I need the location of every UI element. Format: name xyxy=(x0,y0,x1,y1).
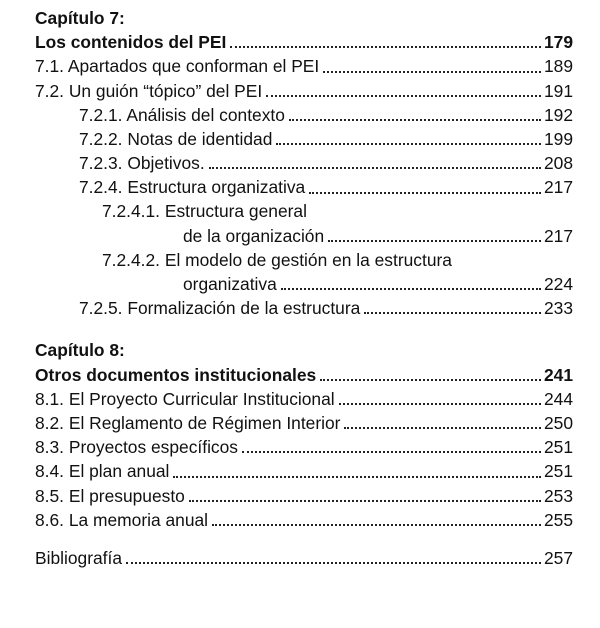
dot-leader xyxy=(339,403,541,405)
dot-leader xyxy=(230,46,541,48)
toc-entry-8-4[interactable] xyxy=(35,459,573,483)
toc-entry-7-2[interactable] xyxy=(35,79,573,103)
dot-leader xyxy=(309,192,541,194)
spacer xyxy=(35,532,573,546)
dot-leader xyxy=(328,240,541,242)
chapter-8-label: Capítulo 8: xyxy=(35,340,125,361)
entry-title: 8.5. El presupuesto xyxy=(35,485,185,506)
chapter-7-label: Capítulo 7: xyxy=(35,8,125,28)
dot-leader xyxy=(289,119,541,121)
toc-entry-bibliography[interactable] xyxy=(35,546,573,570)
spacer xyxy=(35,320,573,338)
page-number: 192 xyxy=(543,104,573,125)
page-number: 251 xyxy=(543,437,573,458)
toc-entry-7-2-5[interactable] xyxy=(35,296,573,320)
page-number: 233 xyxy=(543,298,573,319)
dot-leader xyxy=(126,562,541,564)
page-number: 253 xyxy=(543,485,573,506)
page-number: 217 xyxy=(543,177,573,198)
dot-leader xyxy=(276,143,541,145)
entry-title: 8.1. El Proyecto Curricular Institucional xyxy=(35,388,335,409)
entry-title: 8.6. La memoria anual xyxy=(35,509,209,530)
page-number: 251 xyxy=(543,461,573,482)
toc-entry-8-1[interactable] xyxy=(35,387,573,411)
dot-leader xyxy=(320,379,541,381)
page-number: 250 xyxy=(543,412,573,433)
entry-title: 8.3. Proyectos específicos xyxy=(35,437,238,458)
dot-leader xyxy=(209,167,541,169)
dot-leader xyxy=(281,288,541,290)
page-number: 179 xyxy=(543,32,573,53)
dot-leader xyxy=(189,500,541,502)
toc-entry-7-1[interactable] xyxy=(35,54,573,78)
page-number: 244 xyxy=(543,388,573,409)
chapter-7-title-row[interactable] xyxy=(35,30,573,54)
dot-leader xyxy=(212,524,541,526)
entry-title: 7.2.1. Análisis del contexto xyxy=(79,104,285,125)
entry-title: 8.4. El plan anual xyxy=(35,461,170,482)
page-number: 208 xyxy=(543,153,573,174)
dot-leader xyxy=(173,476,541,478)
toc-entry-8-6[interactable] xyxy=(35,508,573,532)
page-number: 257 xyxy=(543,547,573,568)
chapter-8-title: Otros documentos institucionales xyxy=(35,364,317,385)
toc-entry-7-2-1[interactable] xyxy=(35,103,573,127)
page-number: 191 xyxy=(543,80,573,101)
entry-title: Bibliografía xyxy=(35,547,123,568)
entry-title: 7.1. Apartados que conforman el PEI xyxy=(35,56,320,77)
entry-title: 7.2.4.1. Estructura general xyxy=(102,201,307,222)
entry-title: 7.2.4.2. El modelo de gestión en la estructura xyxy=(102,249,452,270)
toc-entry-7-2-2[interactable] xyxy=(35,127,573,151)
chapter-7-title: Los contenidos del PEI xyxy=(35,32,227,53)
toc-entry-8-3[interactable] xyxy=(35,435,573,459)
table-of-contents xyxy=(35,6,573,570)
page-number: 199 xyxy=(543,128,573,149)
entry-title-continued: organizativa xyxy=(183,274,277,295)
toc-entry-7-2-4-2[interactable] xyxy=(35,248,573,296)
toc-entry-7-2-4[interactable] xyxy=(35,175,573,199)
toc-entry-7-2-3[interactable] xyxy=(35,151,573,175)
dot-leader xyxy=(344,427,541,429)
entry-title: 7.2.4. Estructura organizativa xyxy=(79,177,306,198)
toc-entry-8-5[interactable] xyxy=(35,484,573,508)
entry-title: 8.2. El Reglamento de Régimen Interior xyxy=(35,412,341,433)
page-number: 224 xyxy=(543,274,573,295)
toc-entry-7-2-4-1[interactable] xyxy=(35,200,573,248)
page-number: 217 xyxy=(543,225,573,246)
entry-title: 7.2. Un guión “tópico” del PEI xyxy=(35,80,263,101)
entry-title: 7.2.5. Formalización de la estructura xyxy=(79,298,361,319)
dot-leader xyxy=(242,451,541,453)
dot-leader xyxy=(266,95,541,97)
page-number: 255 xyxy=(543,509,573,530)
dot-leader xyxy=(364,312,541,314)
toc-entry-8-2[interactable] xyxy=(35,411,573,435)
entry-title-continued: de la organización xyxy=(183,225,325,246)
chapter-8-title-row[interactable] xyxy=(35,363,573,387)
entry-title: 7.2.3. Objetivos. xyxy=(79,153,205,174)
entry-title: 7.2.2. Notas de identidad xyxy=(79,128,273,149)
dot-leader xyxy=(323,71,541,73)
page-number: 189 xyxy=(543,56,573,77)
page-number: 241 xyxy=(543,364,573,385)
